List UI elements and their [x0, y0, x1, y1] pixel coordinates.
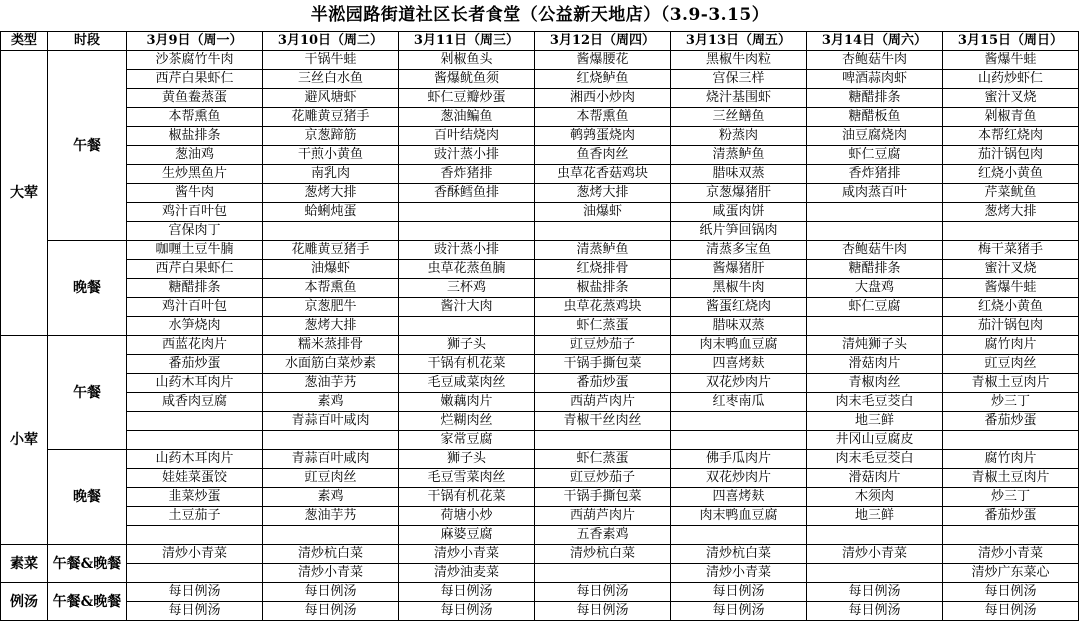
table-row — [1, 545, 1079, 564]
dish-cell: 茄汁锅包肉 — [943, 146, 1079, 165]
table-row — [1, 431, 1079, 450]
dish-cell: 三丝鳝鱼 — [671, 108, 807, 127]
table-row — [1, 450, 1079, 469]
dish-cell: 花雕黄豆猪手 — [263, 108, 399, 127]
dish-cell: 地三鲜 — [807, 412, 943, 431]
dish-cell: 沙茶腐竹牛肉 — [127, 51, 263, 70]
dish-cell: 木须肉 — [807, 488, 943, 507]
page-title: 半淞园路街道社区长者食堂（公益新天地店）（3.9-3.15） — [310, 5, 770, 25]
dish-cell: 腐竹肉片 — [943, 450, 1079, 469]
dish-cell — [535, 564, 671, 583]
dish-cell: 干锅手撕包菜 — [535, 355, 671, 374]
dish-cell: 花雕黄豆猪手 — [263, 241, 399, 260]
dish-cell: 虾仁蒸蛋 — [535, 317, 671, 336]
dish-cell: 干煎小黄鱼 — [263, 146, 399, 165]
category-cell: 素菜 — [1, 545, 48, 583]
dish-cell: 蜜汁叉烧 — [943, 260, 1079, 279]
dish-cell: 酱汁大肉 — [399, 298, 535, 317]
dish-cell — [807, 317, 943, 336]
dish-cell: 水面筋白菜炒素 — [263, 355, 399, 374]
dish-cell: 虫草花蒸鱼腩 — [399, 260, 535, 279]
dish-cell: 酱爆猪肝 — [671, 260, 807, 279]
dish-cell: 虾仁豆腐 — [807, 146, 943, 165]
dish-cell — [263, 222, 399, 241]
dish-cell: 家常豆腐 — [399, 431, 535, 450]
dish-cell: 黑椒牛肉 — [671, 279, 807, 298]
dish-cell: 麻婆豆腐 — [399, 526, 535, 545]
dish-cell: 青椒土豆肉片 — [943, 469, 1079, 488]
table-row — [1, 146, 1079, 165]
dish-cell: 每日例汤 — [535, 583, 671, 602]
dish-cell: 番茄炒蛋 — [943, 507, 1079, 526]
table-row — [1, 241, 1079, 260]
dish-cell: 清炒小青菜 — [263, 564, 399, 583]
dish-cell: 香炸猪排 — [399, 165, 535, 184]
dish-cell: 宫保肉丁 — [127, 222, 263, 241]
dish-cell: 青椒土豆肉片 — [943, 374, 1079, 393]
dish-cell: 清炒小青菜 — [127, 545, 263, 564]
dish-cell — [127, 431, 263, 450]
dish-cell — [943, 431, 1079, 450]
dish-cell: 清炒杭白菜 — [263, 545, 399, 564]
dish-cell: 豉汁蒸小排 — [399, 146, 535, 165]
dish-cell: 油爆虾 — [263, 260, 399, 279]
dish-cell: 红枣南瓜 — [671, 393, 807, 412]
dish-cell: 狮子头 — [399, 336, 535, 355]
dish-cell — [807, 564, 943, 583]
dish-cell: 梅干菜猪手 — [943, 241, 1079, 260]
dish-cell — [399, 222, 535, 241]
table-row — [1, 526, 1079, 545]
dish-cell: 荷塘小炒 — [399, 507, 535, 526]
dish-cell: 生炒黑鱼片 — [127, 165, 263, 184]
dish-cell — [263, 526, 399, 545]
dish-cell: 京葱爆猪肝 — [671, 184, 807, 203]
table-row — [1, 317, 1079, 336]
dish-cell: 黄鱼鲞蒸蛋 — [127, 89, 263, 108]
dish-cell: 葱烤大排 — [263, 184, 399, 203]
header-row — [1, 32, 1079, 51]
dish-cell: 青蒜百叶咸肉 — [263, 412, 399, 431]
dish-cell: 清炒油麦菜 — [399, 564, 535, 583]
table-row — [1, 564, 1079, 583]
header-type: 类型 — [1, 32, 48, 51]
table-row — [1, 469, 1079, 488]
dish-cell: 每日例汤 — [943, 602, 1079, 621]
menu-body — [1, 51, 1079, 621]
header-day-sat: 3月14日（周六） — [807, 32, 943, 51]
dish-cell: 咸蛋肉饼 — [671, 203, 807, 222]
dish-cell: 毛豆咸菜肉丝 — [399, 374, 535, 393]
dish-cell: 本帮熏鱼 — [535, 108, 671, 127]
table-row — [1, 165, 1079, 184]
dish-cell — [671, 412, 807, 431]
dish-cell: 豇豆肉丝 — [263, 469, 399, 488]
dish-cell: 干锅有机花菜 — [399, 355, 535, 374]
dish-cell: 红烧鲈鱼 — [535, 70, 671, 89]
dish-cell: 京葱蹄筋 — [263, 127, 399, 146]
dish-cell: 每日例汤 — [127, 583, 263, 602]
dish-cell: 肉末毛豆茭白 — [807, 393, 943, 412]
dish-cell: 黑椒牛肉粒 — [671, 51, 807, 70]
dish-cell: 糖醋板鱼 — [807, 108, 943, 127]
dish-cell: 咖喱土豆牛腩 — [127, 241, 263, 260]
dish-cell: 酱蛋红烧肉 — [671, 298, 807, 317]
dish-cell: 茄汁锅包肉 — [943, 317, 1079, 336]
dish-cell: 西葫芦肉片 — [535, 393, 671, 412]
session-cell: 晚餐 — [48, 241, 127, 336]
category-cell: 小荤 — [1, 336, 48, 545]
dish-cell: 油豆腐烧肉 — [807, 127, 943, 146]
dish-cell: 宫保三样 — [671, 70, 807, 89]
dish-cell — [263, 431, 399, 450]
table-row — [1, 374, 1079, 393]
table-row — [1, 602, 1079, 621]
dish-cell: 杏鲍菇牛肉 — [807, 241, 943, 260]
dish-cell: 素鸡 — [263, 393, 399, 412]
table-row — [1, 184, 1079, 203]
dish-cell — [671, 526, 807, 545]
dish-cell — [399, 203, 535, 222]
dish-cell: 嫩藕肉片 — [399, 393, 535, 412]
dish-cell: 葱烤大排 — [535, 184, 671, 203]
dish-cell: 鹌鹑蛋烧肉 — [535, 127, 671, 146]
dish-cell: 山药木耳肉片 — [127, 374, 263, 393]
dish-cell: 清炒广东菜心 — [943, 564, 1079, 583]
dish-cell: 水笋烧肉 — [127, 317, 263, 336]
dish-cell: 肉末鸭血豆腐 — [671, 507, 807, 526]
table-row — [1, 298, 1079, 317]
table-row — [1, 336, 1079, 355]
dish-cell: 清炖狮子头 — [807, 336, 943, 355]
dish-cell: 大盘鸡 — [807, 279, 943, 298]
dish-cell: 粉蒸肉 — [671, 127, 807, 146]
dish-cell: 虫草花香菇鸡块 — [535, 165, 671, 184]
header-day-sun: 3月15日（周日） — [943, 32, 1079, 51]
dish-cell: 腊味双蒸 — [671, 165, 807, 184]
table-row — [1, 507, 1079, 526]
dish-cell: 井冈山豆腐皮 — [807, 431, 943, 450]
dish-cell: 清炒杭白菜 — [535, 545, 671, 564]
dish-cell: 葱油芋艿 — [263, 374, 399, 393]
dish-cell: 鸡汁百叶包 — [127, 298, 263, 317]
dish-cell: 素鸡 — [263, 488, 399, 507]
dish-cell: 酱爆鱿鱼须 — [399, 70, 535, 89]
dish-cell: 剁椒鱼头 — [399, 51, 535, 70]
dish-cell: 山药木耳肉片 — [127, 450, 263, 469]
dish-cell: 西芹白果虾仁 — [127, 70, 263, 89]
dish-cell: 青蒜百叶咸肉 — [263, 450, 399, 469]
dish-cell: 烂糊肉丝 — [399, 412, 535, 431]
dish-cell: 芹菜鱿鱼 — [943, 184, 1079, 203]
dish-cell: 虫草花蒸鸡块 — [535, 298, 671, 317]
dish-cell: 滑菇肉片 — [807, 355, 943, 374]
dish-cell: 蛤蜊炖蛋 — [263, 203, 399, 222]
dish-cell — [127, 526, 263, 545]
dish-cell: 韭菜炒蛋 — [127, 488, 263, 507]
dish-cell: 葱油鳊鱼 — [399, 108, 535, 127]
dish-cell: 双花炒肉片 — [671, 374, 807, 393]
dish-cell: 每日例汤 — [399, 602, 535, 621]
header-session: 时段 — [48, 32, 127, 51]
dish-cell: 糯米蒸排骨 — [263, 336, 399, 355]
dish-cell: 香炸猪排 — [807, 165, 943, 184]
dish-cell: 肉末鸭血豆腐 — [671, 336, 807, 355]
table-row — [1, 260, 1079, 279]
dish-cell: 番茄炒蛋 — [535, 374, 671, 393]
dish-cell: 炒三丁 — [943, 393, 1079, 412]
dish-cell: 咸香肉豆腐 — [127, 393, 263, 412]
dish-cell — [127, 412, 263, 431]
dish-cell: 豉汁蒸小排 — [399, 241, 535, 260]
dish-cell: 清炒小青菜 — [671, 564, 807, 583]
dish-cell: 红烧小黄鱼 — [943, 298, 1079, 317]
dish-cell: 清蒸鲈鱼 — [535, 241, 671, 260]
dish-cell: 虾仁豆瓣炒蛋 — [399, 89, 535, 108]
dish-cell: 纸片笋回锅肉 — [671, 222, 807, 241]
dish-cell — [535, 222, 671, 241]
dish-cell: 剁椒青鱼 — [943, 108, 1079, 127]
dish-cell: 番茄炒蛋 — [943, 412, 1079, 431]
session-cell: 晚餐 — [48, 450, 127, 545]
dish-cell — [943, 222, 1079, 241]
dish-cell: 每日例汤 — [535, 602, 671, 621]
dish-cell: 每日例汤 — [263, 602, 399, 621]
header-day-thu: 3月12日（周四） — [535, 32, 671, 51]
dish-cell — [127, 564, 263, 583]
dish-cell: 西芹白果虾仁 — [127, 260, 263, 279]
dish-cell: 清炒小青菜 — [943, 545, 1079, 564]
dish-cell: 青椒干丝肉丝 — [535, 412, 671, 431]
dish-cell: 西葫芦肉片 — [535, 507, 671, 526]
dish-cell: 清炒小青菜 — [399, 545, 535, 564]
dish-cell: 红烧小黄鱼 — [943, 165, 1079, 184]
table-row — [1, 203, 1079, 222]
dish-cell: 清炒杭白菜 — [671, 545, 807, 564]
dish-cell: 双花炒肉片 — [671, 469, 807, 488]
header-day-mon: 3月9日（周一） — [127, 32, 263, 51]
dish-cell: 本帮熏鱼 — [127, 108, 263, 127]
dish-cell: 鱼香肉丝 — [535, 146, 671, 165]
dish-cell — [671, 431, 807, 450]
dish-cell: 椒盐排条 — [535, 279, 671, 298]
table-row — [1, 108, 1079, 127]
dish-cell: 地三鲜 — [807, 507, 943, 526]
table-row — [1, 51, 1079, 70]
dish-cell: 每日例汤 — [127, 602, 263, 621]
dish-cell: 蜜汁叉烧 — [943, 89, 1079, 108]
dish-cell: 西蓝花肉片 — [127, 336, 263, 355]
dish-cell: 五香素鸡 — [535, 526, 671, 545]
dish-cell: 百叶结烧肉 — [399, 127, 535, 146]
dish-cell: 炒三丁 — [943, 488, 1079, 507]
dish-cell: 每日例汤 — [807, 602, 943, 621]
dish-cell: 糖醋排条 — [127, 279, 263, 298]
dish-cell: 清炒小青菜 — [807, 545, 943, 564]
dish-cell — [807, 222, 943, 241]
dish-cell: 葱烤大排 — [943, 203, 1079, 222]
table-row — [1, 355, 1079, 374]
table-row — [1, 279, 1079, 298]
dish-cell: 毛豆雪菜肉丝 — [399, 469, 535, 488]
dish-cell: 四喜烤麸 — [671, 355, 807, 374]
dish-cell: 酱牛肉 — [127, 184, 263, 203]
dish-cell — [943, 526, 1079, 545]
dish-cell: 啤酒蒜肉虾 — [807, 70, 943, 89]
dish-cell: 豇豆肉丝 — [943, 355, 1079, 374]
dish-cell: 三丝白水鱼 — [263, 70, 399, 89]
table-row — [1, 412, 1079, 431]
dish-cell: 山药炒虾仁 — [943, 70, 1079, 89]
dish-cell: 糖醋排条 — [807, 89, 943, 108]
dish-cell: 娃娃菜蛋饺 — [127, 469, 263, 488]
dish-cell: 香酥鳕鱼排 — [399, 184, 535, 203]
dish-cell: 本帮红烧肉 — [943, 127, 1079, 146]
table-row — [1, 393, 1079, 412]
header-day-fri: 3月13日（周五） — [671, 32, 807, 51]
table-row — [1, 70, 1079, 89]
dish-cell: 青椒肉丝 — [807, 374, 943, 393]
table-row — [1, 222, 1079, 241]
table-row — [1, 89, 1079, 108]
dish-cell: 京葱肥牛 — [263, 298, 399, 317]
dish-cell: 避风塘虾 — [263, 89, 399, 108]
dish-cell: 肉末毛豆茭白 — [807, 450, 943, 469]
session-cell: 午餐 — [48, 336, 127, 450]
dish-cell: 干锅有机花菜 — [399, 488, 535, 507]
dish-cell: 每日例汤 — [263, 583, 399, 602]
dish-cell: 葱烤大排 — [263, 317, 399, 336]
dish-cell: 虾仁豆腐 — [807, 298, 943, 317]
dish-cell: 酱爆牛蛙 — [943, 51, 1079, 70]
dish-cell: 佛手瓜肉片 — [671, 450, 807, 469]
dish-cell: 虾仁蒸蛋 — [535, 450, 671, 469]
dish-cell: 咸肉蒸百叶 — [807, 184, 943, 203]
dish-cell: 番茄炒蛋 — [127, 355, 263, 374]
session-cell: 午餐&晚餐 — [48, 583, 127, 621]
dish-cell: 腐竹肉片 — [943, 336, 1079, 355]
dish-cell: 四喜烤麸 — [671, 488, 807, 507]
dish-cell: 每日例汤 — [943, 583, 1079, 602]
dish-cell: 烧汁基围虾 — [671, 89, 807, 108]
dish-cell: 红烧排骨 — [535, 260, 671, 279]
menu-table — [0, 31, 1079, 621]
dish-cell: 每日例汤 — [399, 583, 535, 602]
dish-cell: 狮子头 — [399, 450, 535, 469]
dish-cell: 每日例汤 — [671, 583, 807, 602]
dish-cell: 鸡汁百叶包 — [127, 203, 263, 222]
session-cell: 午餐&晚餐 — [48, 545, 127, 583]
dish-cell: 糖醋排条 — [807, 260, 943, 279]
dish-cell: 干锅手撕包菜 — [535, 488, 671, 507]
dish-cell: 葱油芋艿 — [263, 507, 399, 526]
dish-cell: 葱油鸡 — [127, 146, 263, 165]
category-cell: 例汤 — [1, 583, 48, 621]
table-row — [1, 127, 1079, 146]
dish-cell: 杏鲍菇牛肉 — [807, 51, 943, 70]
dish-cell: 清蒸鲈鱼 — [671, 146, 807, 165]
dish-cell: 三杯鸡 — [399, 279, 535, 298]
dish-cell — [399, 317, 535, 336]
dish-cell: 每日例汤 — [671, 602, 807, 621]
dish-cell: 酱爆腰花 — [535, 51, 671, 70]
header-day-wed: 3月11日（周三） — [399, 32, 535, 51]
dish-cell: 湘西小炒肉 — [535, 89, 671, 108]
header-day-tue: 3月10日（周二） — [263, 32, 399, 51]
dish-cell: 每日例汤 — [807, 583, 943, 602]
dish-cell: 豇豆炒茄子 — [535, 469, 671, 488]
dish-cell: 本帮熏鱼 — [263, 279, 399, 298]
dish-cell: 油爆虾 — [535, 203, 671, 222]
dish-cell: 椒盐排条 — [127, 127, 263, 146]
dish-cell — [807, 203, 943, 222]
dish-cell — [535, 431, 671, 450]
dish-cell: 豇豆炒茄子 — [535, 336, 671, 355]
dish-cell: 南乳肉 — [263, 165, 399, 184]
category-cell: 大荤 — [1, 51, 48, 336]
table-row — [1, 488, 1079, 507]
dish-cell: 土豆茄子 — [127, 507, 263, 526]
dish-cell — [807, 526, 943, 545]
dish-cell: 滑菇肉片 — [807, 469, 943, 488]
session-cell: 午餐 — [48, 51, 127, 241]
dish-cell: 酱爆牛蛙 — [943, 279, 1079, 298]
dish-cell: 干锅牛蛙 — [263, 51, 399, 70]
dish-cell: 腊味双蒸 — [671, 317, 807, 336]
table-row — [1, 583, 1079, 602]
dish-cell: 清蒸多宝鱼 — [671, 241, 807, 260]
